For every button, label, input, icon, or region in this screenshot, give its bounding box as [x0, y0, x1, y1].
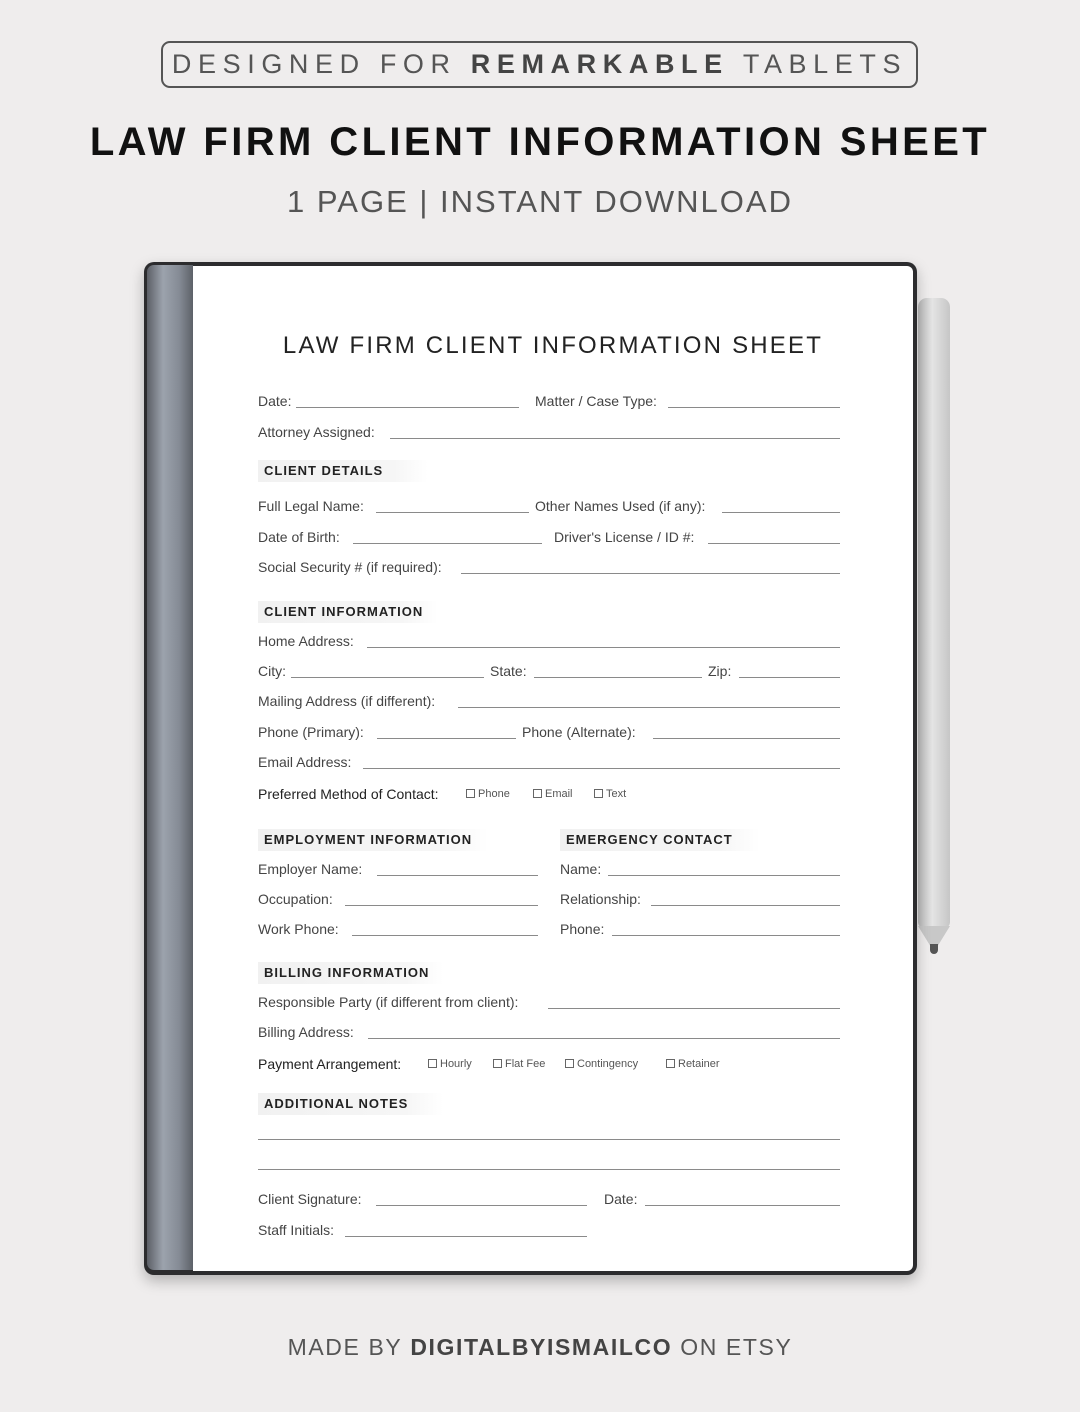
license-label: Driver's License / ID #: [554, 529, 695, 545]
banner-suffix: TABLETS [742, 49, 908, 79]
staff-initials-label: Staff Initials: [258, 1222, 335, 1238]
payment-label: Payment Arrangement: [258, 1056, 402, 1072]
header-banner [161, 41, 918, 88]
tablet-screen [193, 266, 913, 1271]
dob-field[interactable] [353, 543, 542, 544]
email-field[interactable] [363, 768, 840, 769]
form-row-mailing [258, 692, 840, 712]
ssn-label: Social Security # (if required): [258, 559, 442, 575]
form-row-occupation-relationship [258, 890, 840, 910]
notes-line-1[interactable] [258, 1139, 840, 1140]
contact-method-label: Preferred Method of Contact: [258, 786, 439, 802]
date-field[interactable] [296, 407, 519, 408]
zip-label: Zip: [708, 663, 732, 679]
home-address-field[interactable] [367, 647, 840, 648]
section-client-details: CLIENT DETAILS [258, 460, 428, 482]
checkbox-icon [565, 1059, 574, 1068]
form-row-ssn [258, 558, 840, 578]
mailing-label: Mailing Address (if different): [258, 693, 436, 709]
city-label: City: [258, 663, 286, 679]
responsible-label: Responsible Party (if different from client): [258, 994, 519, 1010]
payment-option-retainer[interactable]: Retainer [666, 1057, 720, 1071]
checkbox-icon [594, 789, 603, 798]
mailing-field[interactable] [458, 707, 840, 708]
attorney-field[interactable] [390, 438, 840, 439]
matter-field[interactable] [668, 407, 840, 408]
staff-initials-field[interactable] [345, 1236, 587, 1237]
section-employment: EMPLOYMENT INFORMATION [258, 829, 488, 851]
footer-brand: DIGITALBYISMAILCO [410, 1334, 673, 1360]
tablet-spine [147, 265, 193, 1270]
checkbox-icon [666, 1059, 675, 1068]
footer-credit [0, 1334, 1080, 1361]
banner-brand: REMARKABLE [470, 49, 729, 79]
full-name-field[interactable] [376, 512, 529, 513]
stylus-pen [918, 298, 950, 928]
other-names-label: Other Names Used (if any): [535, 498, 706, 514]
employer-label: Employer Name: [258, 861, 363, 877]
phone-primary-field[interactable] [377, 738, 516, 739]
phone-alt-label: Phone (Alternate): [522, 724, 636, 740]
form-row-dob-license [258, 528, 840, 548]
full-name-label: Full Legal Name: [258, 498, 364, 514]
signature-date-label: Date: [604, 1191, 638, 1207]
contact-option-phone[interactable]: Phone [466, 787, 510, 801]
tablet-device [144, 262, 917, 1275]
form-row-city-state-zip [258, 662, 840, 682]
client-signature-field[interactable] [376, 1205, 587, 1206]
signature-date-field[interactable] [645, 1205, 840, 1206]
contact-option-text[interactable]: Text [594, 787, 626, 801]
checkbox-icon [428, 1059, 437, 1068]
form-row-attorney [258, 423, 840, 443]
emergency-phone-label: Phone: [560, 921, 605, 937]
form-row-work-phone [258, 920, 840, 940]
city-field[interactable] [291, 677, 484, 678]
form-row-payment [258, 1055, 840, 1075]
form-row-email [258, 753, 840, 773]
dob-label: Date of Birth: [258, 529, 340, 545]
section-emergency-contact: EMERGENCY CONTACT [560, 829, 760, 851]
payment-option-contingency[interactable]: Contingency [565, 1057, 638, 1071]
section-client-information: CLIENT INFORMATION [258, 601, 438, 623]
email-label: Email Address: [258, 754, 352, 770]
occupation-label: Occupation: [258, 891, 333, 907]
home-address-label: Home Address: [258, 633, 354, 649]
form-row-home-address [258, 632, 840, 652]
matter-label: Matter / Case Type: [535, 393, 657, 409]
form-row-names [258, 497, 840, 517]
checkbox-icon [466, 789, 475, 798]
form-row-responsible [258, 993, 840, 1013]
emergency-name-label: Name: [560, 861, 602, 877]
contact-option-email[interactable]: Email [533, 787, 573, 801]
state-label: State: [490, 663, 527, 679]
attorney-label: Attorney Assigned: [258, 424, 375, 440]
work-phone-label: Work Phone: [258, 921, 339, 937]
billing-address-field[interactable] [368, 1038, 840, 1039]
employer-field[interactable] [377, 875, 538, 876]
form-row-signature [258, 1190, 840, 1210]
form-row-date-matter [258, 392, 840, 412]
license-field[interactable] [708, 543, 840, 544]
section-billing: BILLING INFORMATION [258, 962, 443, 984]
phone-alt-field[interactable] [653, 738, 840, 739]
zip-field[interactable] [739, 677, 840, 678]
footer-prefix: MADE BY [287, 1334, 403, 1360]
work-phone-field[interactable] [352, 935, 538, 936]
form-title: LAW FIRM CLIENT INFORMATION SHEET [282, 332, 824, 359]
billing-address-label: Billing Address: [258, 1024, 354, 1040]
form-row-billing-address [258, 1023, 840, 1043]
checkbox-icon [533, 789, 542, 798]
form-row-contact-method [258, 785, 840, 805]
ssn-field[interactable] [461, 573, 840, 574]
footer-suffix: ON ETSY [680, 1334, 793, 1360]
emergency-phone-field[interactable] [612, 935, 840, 936]
occupation-field[interactable] [345, 905, 538, 906]
payment-option-flat-fee[interactable]: Flat Fee [493, 1057, 545, 1071]
date-label: Date: [258, 393, 292, 409]
form-row-staff-initials [258, 1221, 840, 1241]
banner-prefix: DESIGNED FOR [171, 49, 457, 79]
form-row-phones [258, 723, 840, 743]
page-title: LAW FIRM CLIENT INFORMATION SHEET [89, 120, 991, 164]
client-signature-label: Client Signature: [258, 1191, 362, 1207]
client-information-form [193, 266, 913, 1271]
other-names-field[interactable] [722, 512, 840, 513]
checkbox-icon [493, 1059, 502, 1068]
stylus-nib [930, 944, 938, 954]
responsible-field[interactable] [548, 1008, 840, 1009]
notes-line-2[interactable] [258, 1169, 840, 1170]
payment-option-hourly[interactable]: Hourly [428, 1057, 472, 1071]
page-subtitle: 1 PAGE | INSTANT DOWNLOAD [287, 184, 793, 219]
phone-primary-label: Phone (Primary): [258, 724, 364, 740]
relationship-field[interactable] [651, 905, 840, 906]
section-additional-notes: ADDITIONAL NOTES [258, 1093, 443, 1115]
state-field[interactable] [534, 677, 702, 678]
form-row-employer-name [258, 860, 840, 880]
relationship-label: Relationship: [560, 891, 641, 907]
emergency-name-field[interactable] [608, 875, 840, 876]
